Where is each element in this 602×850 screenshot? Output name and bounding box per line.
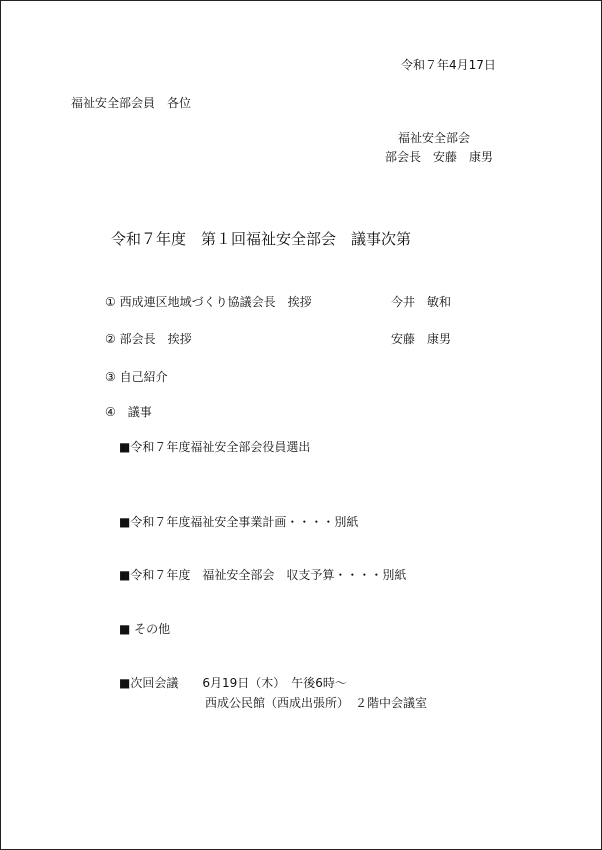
- discussion-item-2: ■令和７年度福祉安全事業計画・・・・別紙: [119, 515, 359, 529]
- addressee: 福祉安全部会員 各位: [71, 96, 192, 110]
- discussion-item-3: ■令和７年度 福祉安全部会 収支予算・・・・別紙: [119, 568, 407, 582]
- agenda-item-4: ④ 議事: [105, 405, 152, 419]
- discussion-item-1: ■令和７年度福祉安全部会役員選出: [119, 440, 311, 454]
- agenda-item-1: ① 西成連区地域づくり協議会長 挨拶: [105, 295, 312, 309]
- next-meeting: ■次回会議 6月19日（木） 午後6時～: [119, 676, 347, 690]
- agenda-item-3: ③ 自己紹介: [105, 370, 168, 384]
- discussion-item-4: ■ その他: [119, 622, 171, 636]
- agenda-item-2-person: 安藤 康男: [391, 332, 452, 346]
- page-title: 令和７年度 第１回福祉安全部会 議事次第: [111, 230, 412, 248]
- agenda-item-2: ② 部会長 挨拶: [105, 332, 192, 346]
- sender-org: 福祉安全部会: [398, 131, 471, 145]
- agenda-item-1-person: 今井 敏和: [391, 295, 452, 309]
- sender-name: 部会長 安藤 康男: [385, 150, 494, 164]
- document-date: 令和７年4月17日: [401, 58, 496, 72]
- next-meeting-place: 西成公民館（西成出張所） ２階中会議室: [205, 696, 428, 710]
